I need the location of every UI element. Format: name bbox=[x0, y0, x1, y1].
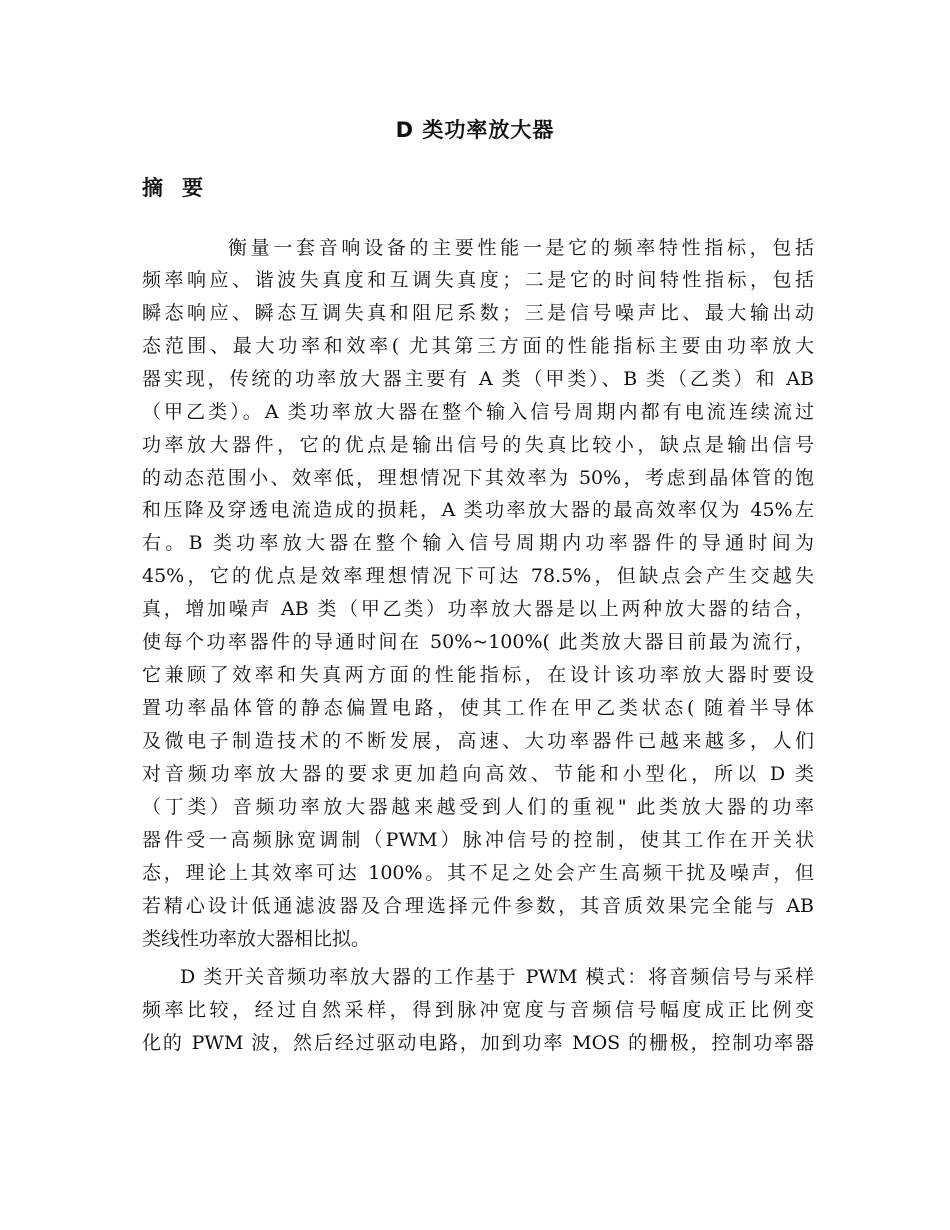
paragraph-1-line: 对音频功率放大器的要求更加趋向高效、节能和小型化，所以 D 类 bbox=[142, 763, 814, 785]
paragraph-1-line: 的动态范围小、效率低，理想情况下其效率为 50%，考虑到晶体管的饱 bbox=[142, 467, 814, 489]
paragraph-1-line: 频率响应、谐波失真度和互调失真度；二是它的时间特性指标，包括 bbox=[142, 269, 814, 291]
paragraph-1-line: 瞬态响应、瞬态互调失真和阻尼系数；三是信号噪声比、最大输出动 bbox=[142, 302, 814, 324]
document-title: D 类功率放大器 bbox=[395, 118, 555, 142]
paragraph-1-line: 器实现，传统的功率放大器主要有 A 类（甲类）、B 类（乙类）和 AB bbox=[142, 368, 814, 390]
paragraph-1-line: 45%，它的优点是效率理想情况下可达 78.5%，但缺点会产生交越失 bbox=[142, 565, 814, 587]
paragraph-2-line: 化的 PWM 波，然后经过驱动电路，加到功率 MOS 的栅极，控制功率器 bbox=[142, 1032, 814, 1054]
paragraph-1-line: 衡量一套音响设备的主要性能一是它的频率特性指标，包括 bbox=[228, 237, 814, 259]
abstract-heading: 摘要 bbox=[142, 176, 222, 200]
paragraph-1-line: 及微电子制造技术的不断发展，高速、大功率器件已越来越多，人们 bbox=[142, 730, 814, 752]
paragraph-1-line: （甲乙类）。A 类功率放大器在整个输入信号周期内都有电流连续流过 bbox=[142, 401, 814, 423]
paragraph-1-line: 器件受一高频脉宽调制（PWM）脉冲信号的控制，使其工作在开关状 bbox=[142, 829, 814, 851]
paragraph-1-line: 功率放大器件，它的优点是输出信号的失真比较小，缺点是输出信号 bbox=[142, 434, 814, 456]
paragraph-1-line: 态，理论上其效率可达 100%。其不足之处会产生高频干扰及噪声，但 bbox=[142, 862, 814, 884]
paragraph-1-line: 类线性功率放大器相比拟。 bbox=[142, 928, 371, 950]
paragraph-1-line: 若精心设计低通滤波器及合理选择元件参数，其音质效果完全能与 AB bbox=[142, 895, 814, 917]
paragraph-1-line: （丁类）音频功率放大器越来越受到人们的重视" 此类放大器的功率 bbox=[142, 796, 814, 818]
paragraph-1-line: 右。B 类功率放大器在整个输入信号周期内功率器件的导通时间为 bbox=[142, 532, 814, 554]
paragraph-1-line: 真，增加噪声 AB 类（甲乙类）功率放大器是以上两种放大器的结合， bbox=[142, 598, 814, 620]
paragraph-1-line: 置功率晶体管的静态偏置电路，使其工作在甲乙类状态( 随着半导体 bbox=[142, 697, 814, 719]
paragraph-1-line: 使每个功率器件的导通时间在 50%~100%( 此类放大器目前最为流行， bbox=[142, 631, 814, 653]
paragraph-1-line: 和压降及穿透电流造成的损耗，A 类功率放大器的最高效率仅为 45%左 bbox=[142, 499, 814, 521]
paragraph-2-line: D 类开关音频功率放大器的工作基于 PWM 模式：将音频信号与采样 bbox=[180, 966, 814, 988]
paragraph-1-line: 它兼顾了效率和失真两方面的性能指标，在设计该功率放大器时要设 bbox=[142, 664, 814, 686]
paragraph-1-line: 态范围、最大功率和效率( 尤其第三方面的性能指标主要由功率放大 bbox=[142, 335, 814, 357]
paragraph-2-line: 频率比较，经过自然采样，得到脉冲宽度与音频信号幅度成正比例变 bbox=[142, 999, 814, 1021]
